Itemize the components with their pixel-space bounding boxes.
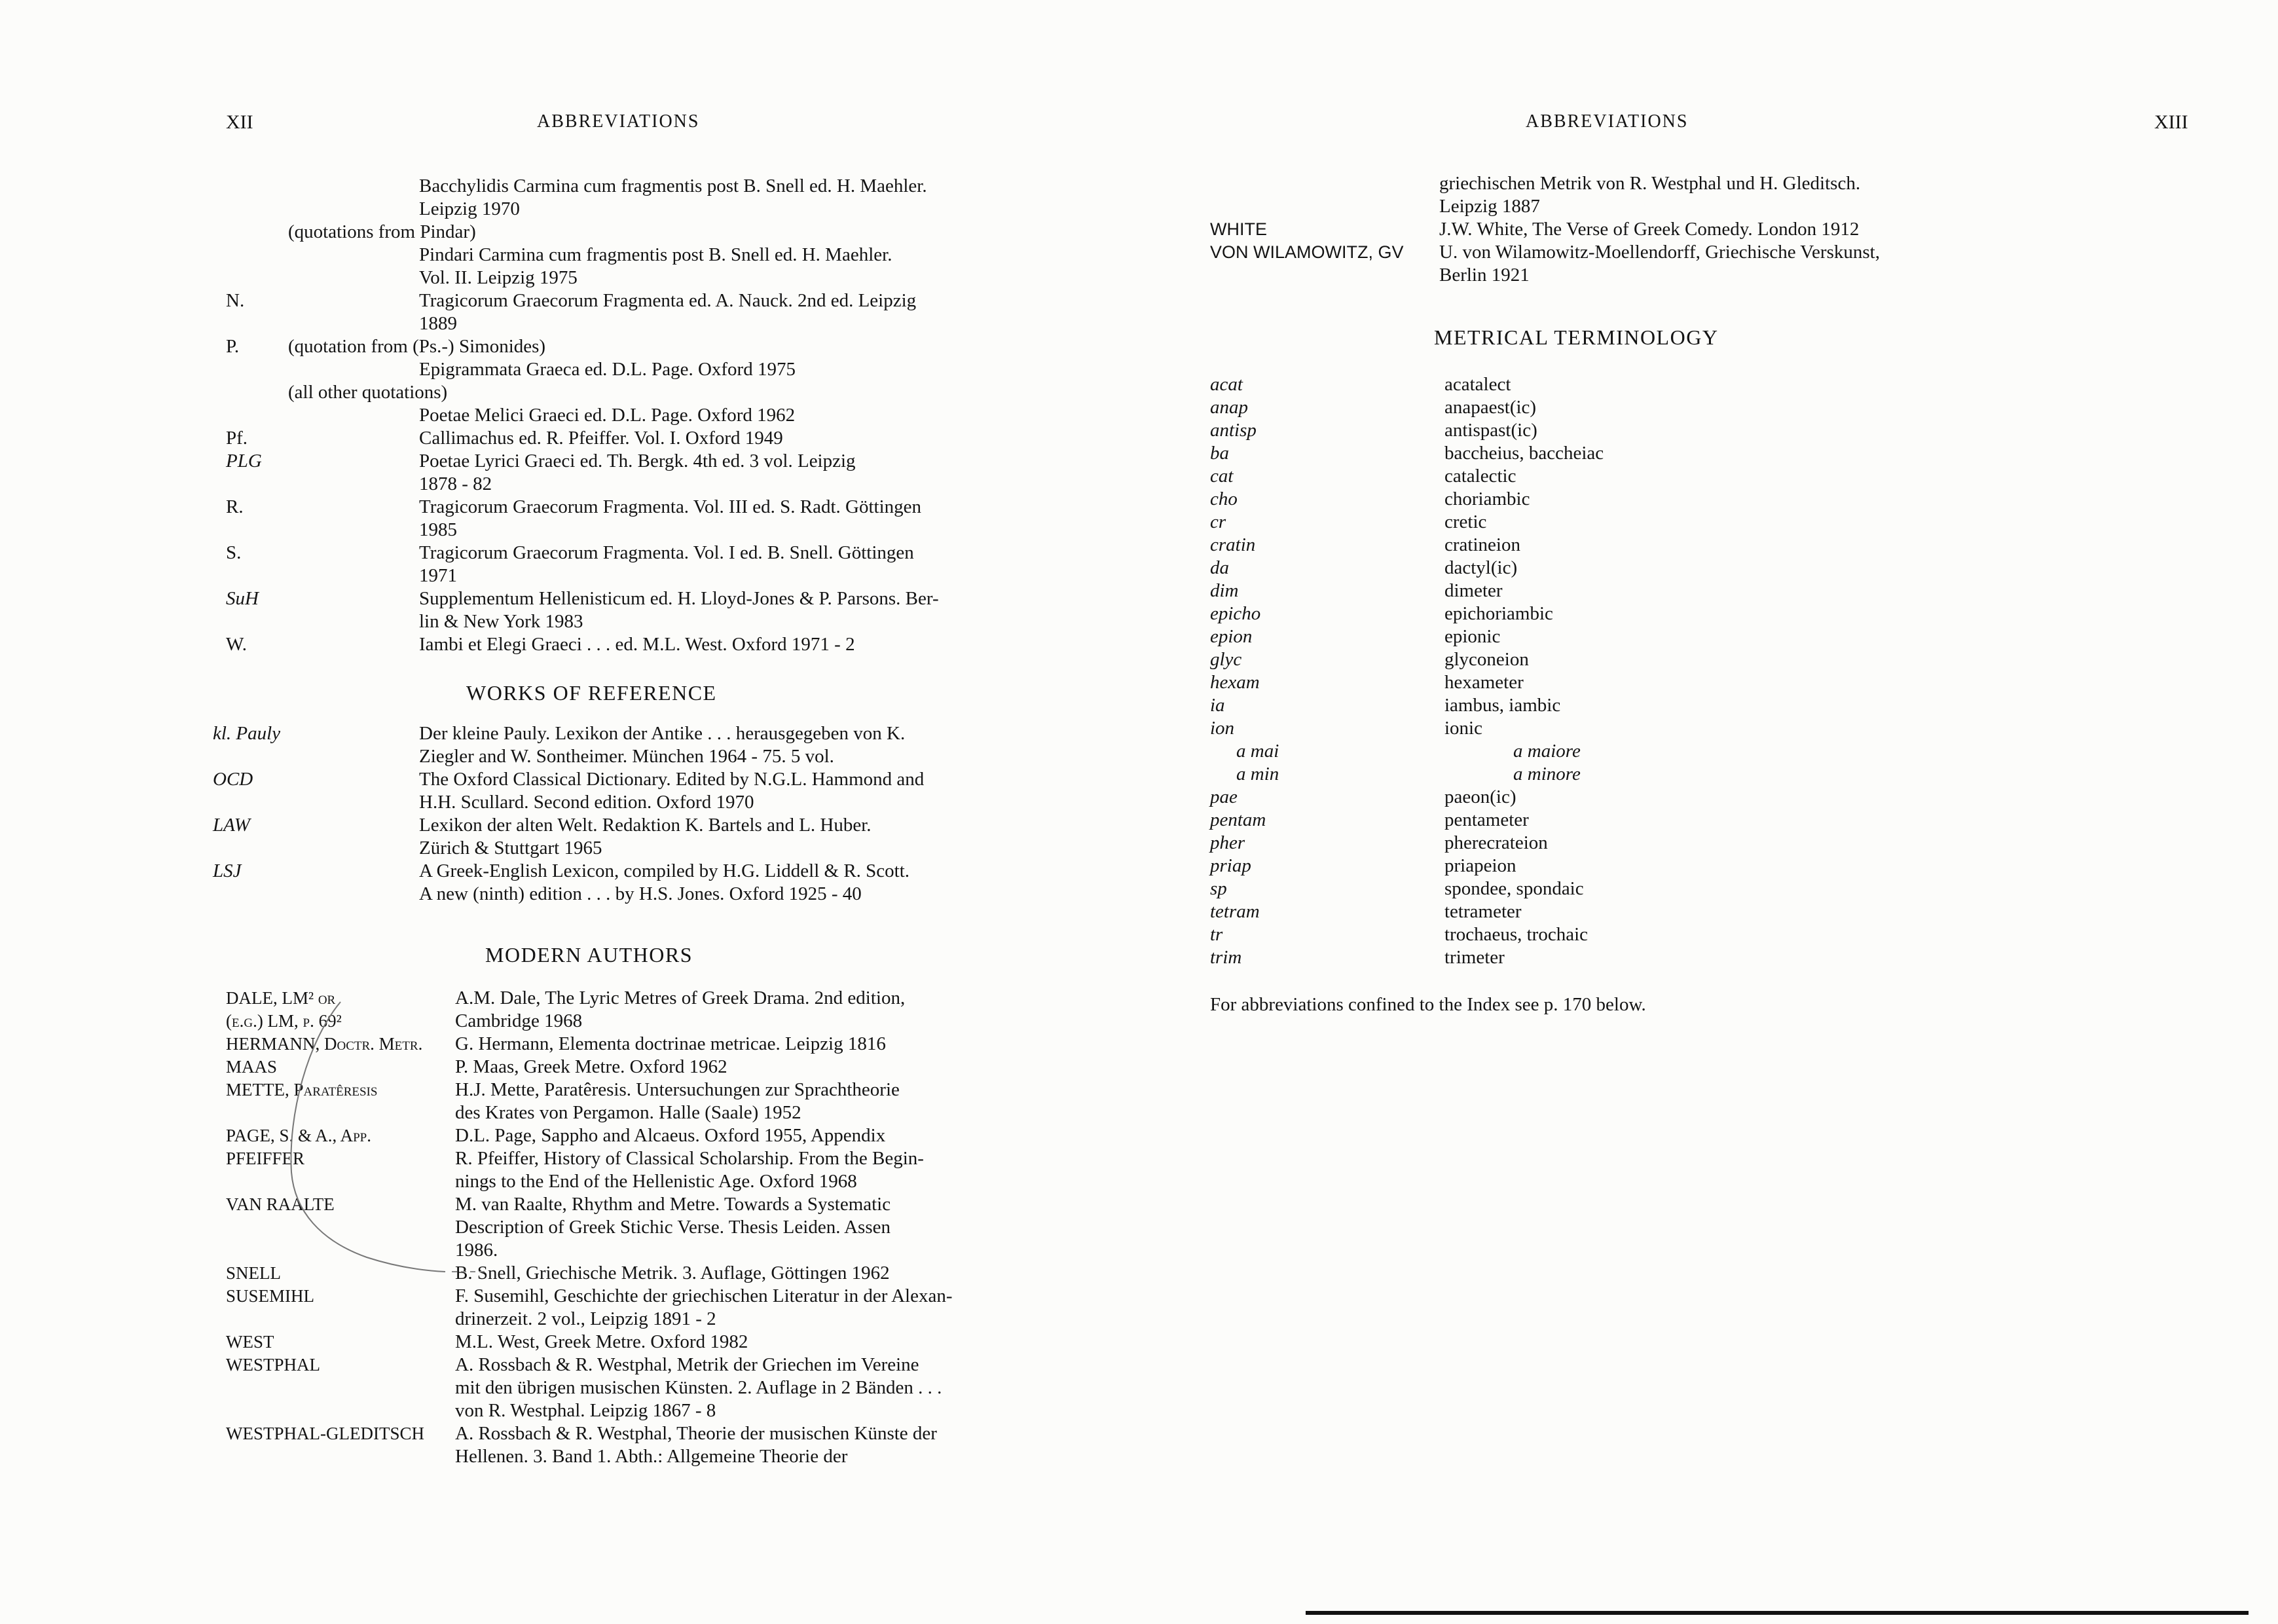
modern-author-value: H.J. Mette, Paratêresis. Untersuchungen zur Sprachtheorie xyxy=(455,1079,900,1100)
metrical-term: acatalect xyxy=(1444,374,1511,395)
sigla-value: Tragicorum Graecorum Fragmenta. Vol. III ed. S. Radt. Göttingen xyxy=(419,496,922,517)
metrical-term: ionic xyxy=(1444,718,1482,739)
modern-author-key: SNELL xyxy=(226,1263,281,1283)
modern-author-key: (e.g.) LM, p. 69² xyxy=(226,1011,342,1031)
page-number-left: XII xyxy=(226,111,253,133)
modern-authors-continued xyxy=(1210,172,2048,287)
modern-author-value: P. Maas, Greek Metre. Oxford 1962 xyxy=(455,1056,727,1077)
sigla-key: W. xyxy=(226,634,247,655)
sigla-value: 1985 xyxy=(419,519,457,540)
metrical-term: trimeter xyxy=(1444,947,1505,968)
metrical-row xyxy=(1210,763,1865,786)
metrical-term: iambus, iambic xyxy=(1444,695,1561,716)
metrical-term: hexameter xyxy=(1444,672,1524,693)
metrical-term: trochaeus, trochaic xyxy=(1444,924,1589,945)
metrical-row xyxy=(1210,946,1865,969)
modern-author-value: Description of Greek Stichic Verse. Thesis Leiden. Assen xyxy=(455,1217,891,1238)
metrical-abbr: cho xyxy=(1210,489,1238,509)
metrical-term: epionic xyxy=(1444,626,1501,647)
metrical-row xyxy=(1210,648,1865,671)
works-key: LSJ xyxy=(213,860,242,881)
modern-author-value: B. Snell, Griechische Metrik. 3. Auflage, Göttingen 1962 xyxy=(455,1263,890,1283)
metrical-row xyxy=(1210,900,1865,923)
sigla-key: SuH xyxy=(226,588,259,609)
works-value: Lexikon der alten Welt. Redaktion K. Bartels and L. Huber. xyxy=(419,815,872,836)
metrical-term: priapeion xyxy=(1444,855,1516,876)
modern-author-value: M.L. West, Greek Metre. Oxford 1982 xyxy=(455,1331,748,1352)
metrical-row xyxy=(1210,717,1865,740)
metrical-term: pentameter xyxy=(1444,809,1529,830)
continued-value: griechischen Metrik von R. Westphal und H. Gleditsch. xyxy=(1439,173,1861,194)
continued-row xyxy=(1210,172,2048,195)
metrical-row xyxy=(1210,442,1865,465)
modern-author-value: 1986. xyxy=(455,1240,498,1261)
metrical-row xyxy=(1210,786,1865,809)
works-value: A Greek-English Lexicon, compiled by H.G. Liddell & R. Scott. xyxy=(419,860,910,881)
metrical-row xyxy=(1210,580,1865,602)
metrical-row xyxy=(1210,855,1865,877)
works-value: Der kleine Pauly. Lexikon der Antike . . . herausgegeben von K. xyxy=(419,723,906,744)
metrical-row xyxy=(1210,923,1865,946)
works-value: Ziegler and W. Sontheimer. München 1964 - 75. 5 vol. xyxy=(419,746,834,767)
continued-value: Berlin 1921 xyxy=(1439,265,1530,286)
modern-author-value: D.L. Page, Sappho and Alcaeus. Oxford 1955, Appendix xyxy=(455,1125,886,1146)
continued-value: Leipzig 1887 xyxy=(1439,196,1540,217)
sigla-value: 1878 - 82 xyxy=(419,473,492,494)
sigla-key: S. xyxy=(226,542,242,563)
metrical-term: cratineion xyxy=(1444,534,1520,555)
metrical-row xyxy=(1210,671,1865,694)
continued-key: WHITE xyxy=(1210,219,1267,239)
metrical-abbr: priap xyxy=(1210,855,1251,876)
metrical-term: catalectic xyxy=(1444,466,1516,487)
sigla-value: Leipzig 1970 xyxy=(419,198,520,219)
modern-author-value: nings to the End of the Hellenistic Age. Oxford 1968 xyxy=(455,1171,857,1192)
metrical-row xyxy=(1210,488,1865,511)
metrical-abbr: a min xyxy=(1236,764,1279,784)
metrical-term: epichoriambic xyxy=(1444,603,1553,624)
metrical-term: a minore xyxy=(1513,764,1581,784)
metrical-abbr: pher xyxy=(1210,832,1245,853)
sigla-value: Iambi et Elegi Graeci . . . ed. M.L. West. Oxford 1971 - 2 xyxy=(419,634,855,655)
sigla-key: R. xyxy=(226,496,244,517)
metrical-term: cretic xyxy=(1444,511,1487,532)
metrical-abbr: hexam xyxy=(1210,672,1260,693)
continued-row xyxy=(1210,218,2048,241)
metrical-terminology-heading: METRICAL TERMINOLOGY xyxy=(1434,325,1719,349)
metrical-row xyxy=(1210,534,1865,557)
metrical-term: antispast(ic) xyxy=(1444,420,1537,441)
metrical-row xyxy=(1210,373,1865,396)
modern-author-key: MAAS xyxy=(226,1057,278,1077)
index-footnote-text: For abbreviations confined to the Index see p. 170 below. xyxy=(1210,994,1646,1015)
continued-row xyxy=(1210,241,2048,264)
modern-author-key: WESTPHAL-GLEDITSCH xyxy=(226,1424,424,1443)
works-value: A new (ninth) edition . . . by H.S. Jones. Oxford 1925 - 40 xyxy=(419,883,862,904)
modern-author-key: PAGE, S. & A., App. xyxy=(226,1126,371,1145)
works-key: OCD xyxy=(213,769,253,790)
modern-author-value: A. Rossbach & R. Westphal, Metrik der Griechen im Vereine xyxy=(455,1354,919,1375)
metrical-abbr: dim xyxy=(1210,580,1239,601)
metrical-term: tetrameter xyxy=(1444,901,1522,922)
continued-key xyxy=(1210,264,1439,287)
modern-author-key: METTE, Paratêresis xyxy=(226,1080,378,1099)
modern-author-value: M. van Raalte, Rhythm and Metre. Towards a Systematic xyxy=(455,1194,891,1215)
modern-author-value: G. Hermann, Elementa doctrinae metricae. Leipzig 1816 xyxy=(455,1033,886,1054)
metrical-term: paeon(ic) xyxy=(1444,786,1516,807)
modern-authors-heading: MODERN AUTHORS xyxy=(485,943,693,967)
metrical-term: spondee, spondaic xyxy=(1444,878,1584,899)
sigla-subheading: (all other quotations) xyxy=(288,382,448,403)
running-head-right: ABBREVIATIONS xyxy=(1526,111,1689,132)
modern-author-key: PFEIFFER xyxy=(226,1149,305,1168)
sigla-value: 1971 xyxy=(419,565,457,586)
index-footnote xyxy=(1210,993,1996,1016)
modern-author-key: VAN RAALTE xyxy=(226,1194,335,1214)
page-number-right: XIII xyxy=(2154,111,2188,133)
metrical-row xyxy=(1210,740,1865,763)
metrical-row xyxy=(1210,419,1865,442)
modern-author-value: Cambridge 1968 xyxy=(455,1010,583,1031)
modern-author-key: DALE, LM² or xyxy=(226,988,336,1008)
metrical-abbr: cat xyxy=(1210,466,1234,487)
metrical-abbr: pae xyxy=(1210,786,1238,807)
metrical-abbr: glyc xyxy=(1210,649,1242,670)
metrical-abbr: trim xyxy=(1210,947,1242,968)
sigla-value: Tragicorum Graecorum Fragmenta ed. A. Nauck. 2nd ed. Leipzig xyxy=(419,290,917,311)
metrical-row xyxy=(1210,877,1865,900)
sigla-subheading: (quotations from Pindar) xyxy=(288,221,476,242)
metrical-abbr: pentam xyxy=(1210,809,1266,830)
metrical-term: dimeter xyxy=(1444,580,1503,601)
metrical-abbr: epion xyxy=(1210,626,1253,647)
metrical-term: a maiore xyxy=(1513,741,1581,762)
works-value: Zürich & Stuttgart 1965 xyxy=(419,838,602,858)
modern-author-value: Hellenen. 3. Band 1. Abth.: Allgemeine Theorie der xyxy=(455,1446,848,1467)
metrical-abbr: ia xyxy=(1210,695,1225,716)
metrical-row xyxy=(1210,625,1865,648)
modern-author-value: A.M. Dale, The Lyric Metres of Greek Drama. 2nd edition, xyxy=(455,987,906,1008)
metrical-abbr: cr xyxy=(1210,511,1226,532)
metrical-abbr: ion xyxy=(1210,718,1235,739)
modern-author-value: von R. Westphal. Leipzig 1867 - 8 xyxy=(455,1400,716,1421)
works-key: LAW xyxy=(213,815,250,836)
works-key: kl. Pauly xyxy=(213,723,281,744)
continued-key: VON WILAMOWITZ, GV xyxy=(1210,242,1404,262)
modern-author-key: HERMANN, Doctr. Metr. xyxy=(226,1034,423,1054)
continued-row xyxy=(1210,264,2048,287)
metrical-abbr: ba xyxy=(1210,443,1229,464)
continued-value: U. von Wilamowitz-Moellendorff, Griechische Verskunst, xyxy=(1439,242,1880,263)
modern-author-value: R. Pfeiffer, History of Classical Scholarship. From the Begin- xyxy=(455,1148,924,1169)
metrical-row xyxy=(1210,809,1865,832)
sigla-value: Bacchylidis Carmina cum fragmentis post B. Snell ed. H. Maehler. xyxy=(419,175,927,196)
works-of-reference-heading: WORKS OF REFERENCE xyxy=(466,681,717,705)
sigla-key: Pf. xyxy=(226,428,248,449)
sigla-key: P. xyxy=(226,336,240,357)
metrical-abbr: cratin xyxy=(1210,534,1256,555)
metrical-row xyxy=(1210,694,1865,717)
continued-value: J.W. White, The Verse of Greek Comedy. London 1912 xyxy=(1439,219,1860,240)
metrical-term: pherecrateion xyxy=(1444,832,1548,853)
sigla-value: Vol. II. Leipzig 1975 xyxy=(419,267,578,288)
metrical-term: baccheius, baccheiac xyxy=(1444,443,1604,464)
sigla-key: N. xyxy=(226,290,245,311)
sigla-value: lin & New York 1983 xyxy=(419,611,583,632)
metrical-abbr: tetram xyxy=(1210,901,1260,922)
page-bottom-rule xyxy=(1306,1611,2249,1615)
sigla-value: Poetae Lyrici Graeci ed. Th. Bergk. 4th ed. 3 vol. Leipzig xyxy=(419,451,856,471)
modern-author-value: A. Rossbach & R. Westphal, Theorie der musischen Künste der xyxy=(455,1423,937,1444)
modern-author-value: des Krates von Pergamon. Halle (Saale) 1952 xyxy=(455,1102,801,1123)
sigla-value: Callimachus ed. R. Pfeiffer. Vol. I. Oxford 1949 xyxy=(419,428,783,449)
metrical-abbr: sp xyxy=(1210,878,1227,899)
sigla-key: PLG xyxy=(226,451,262,471)
metrical-row xyxy=(1210,602,1865,625)
metrical-term: dactyl(ic) xyxy=(1444,557,1518,578)
sigla-value: Epigrammata Graeca ed. D.L. Page. Oxford 1975 xyxy=(419,359,796,380)
metrical-row xyxy=(1210,511,1865,534)
sigla-value: Tragicorum Graecorum Fragmenta. Vol. I ed. B. Snell. Göttingen xyxy=(419,542,914,563)
sigla-value: Pindari Carmina cum fragmentis post B. Snell ed. H. Maehler. xyxy=(419,244,892,265)
metrical-row xyxy=(1210,557,1865,580)
metrical-abbr: acat xyxy=(1210,374,1243,395)
right-page xyxy=(1139,0,2278,1624)
works-value: The Oxford Classical Dictionary. Edited by N.G.L. Hammond and xyxy=(419,769,925,790)
metrical-term: glyconeion xyxy=(1444,649,1529,670)
metrical-row xyxy=(1210,396,1865,419)
modern-author-key: WESTPHAL xyxy=(226,1355,320,1375)
metrical-abbr: epicho xyxy=(1210,603,1261,624)
sigla-value: 1889 xyxy=(419,313,457,334)
modern-author-key: SUSEMIHL xyxy=(226,1286,315,1306)
metrical-terminology-list xyxy=(1210,373,1865,969)
metrical-abbr: antisp xyxy=(1210,420,1257,441)
metrical-abbr: a mai xyxy=(1236,741,1279,762)
metrical-term: choriambic xyxy=(1444,489,1530,509)
modern-author-key: WEST xyxy=(226,1332,274,1352)
metrical-abbr: anap xyxy=(1210,397,1248,418)
sigla-subheading: (quotation from (Ps.-) Simonides) xyxy=(288,336,546,357)
modern-author-value: mit den übrigen musischen Künsten. 2. Auflage in 2 Bänden . . . xyxy=(455,1377,942,1398)
metrical-row xyxy=(1210,465,1865,488)
continued-key xyxy=(1210,172,1439,195)
modern-author-value: drinerzeit. 2 vol., Leipzig 1891 - 2 xyxy=(455,1308,716,1329)
metrical-abbr: tr xyxy=(1210,924,1223,945)
continued-key xyxy=(1210,195,1439,218)
continued-row xyxy=(1210,195,2048,218)
metrical-row xyxy=(1210,832,1865,855)
metrical-abbr: da xyxy=(1210,557,1229,578)
sigla-value: Poetae Melici Graeci ed. D.L. Page. Oxford 1962 xyxy=(419,405,796,426)
metrical-term: anapaest(ic) xyxy=(1444,397,1537,418)
running-head-left: ABBREVIATIONS xyxy=(537,111,700,132)
modern-author-value: F. Susemihl, Geschichte der griechischen Literatur in der Alexan- xyxy=(455,1285,953,1306)
works-value: H.H. Scullard. Second edition. Oxford 1970 xyxy=(419,792,754,813)
sigla-value: Supplementum Hellenisticum ed. H. Lloyd-Jones & P. Parsons. Ber- xyxy=(419,588,939,609)
